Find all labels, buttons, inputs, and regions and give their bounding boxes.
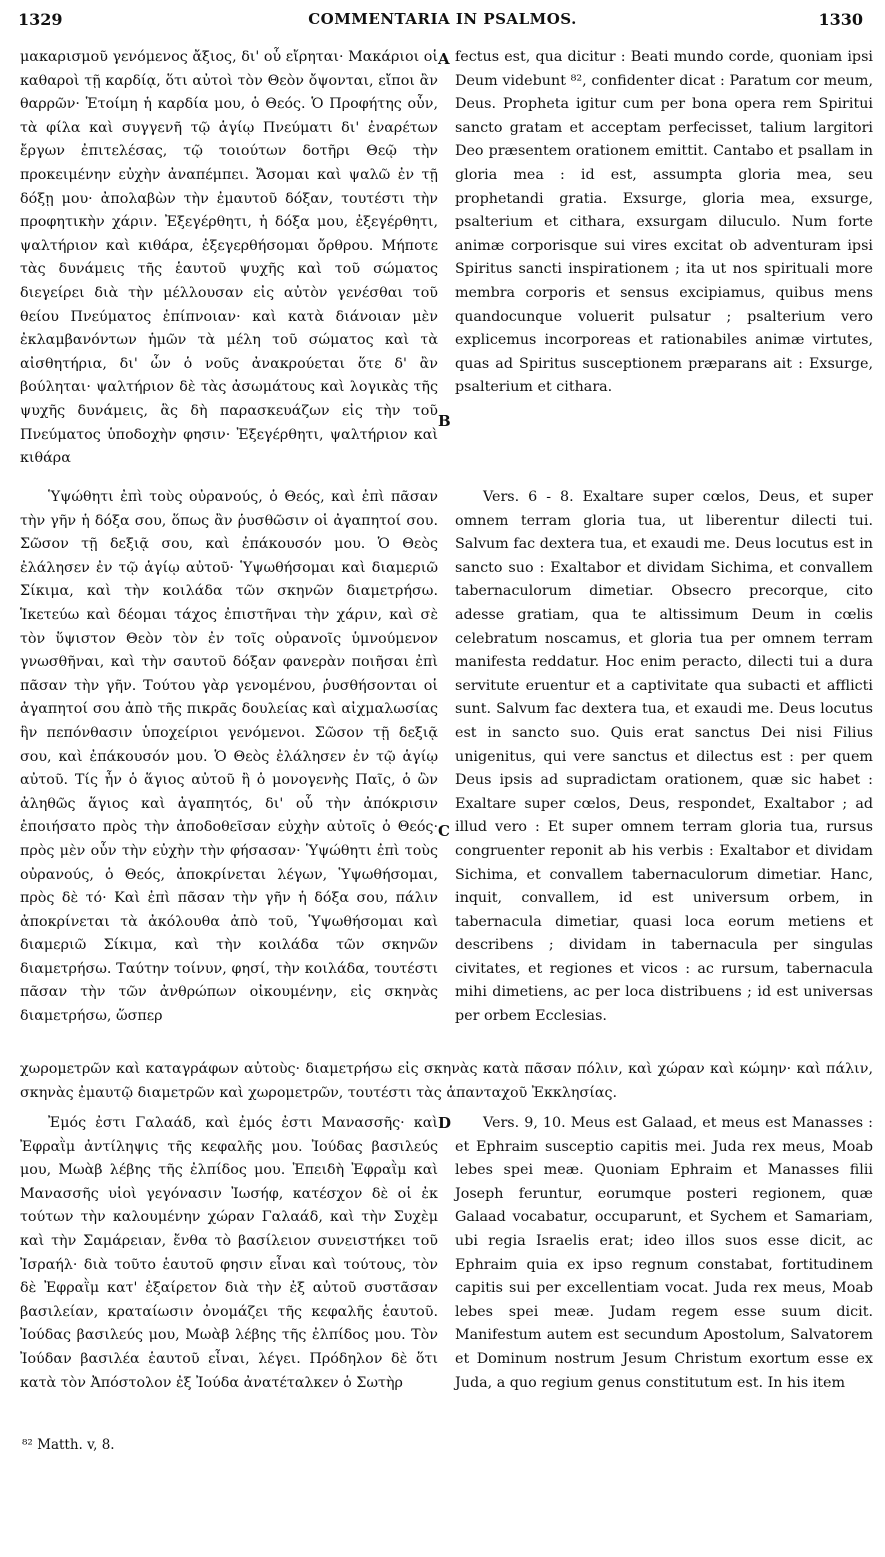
latin-paragraph-1: fectus est, qua dicitur : Beati mundo corde, quoniam ipsi Deum videbunt ⁸², confidenter dicat : Paratum cor meum, Deus. Propheta igitur cum per bona opera rem Spiritui sancto gratam et acceptam perfecisset, talium largitori Deo præsentem orationem emittit. Cantabo et psallam in gloria mea : id est, assumpta gloria mea, seu prophetandi gratia. Exsurge, gloria mea, exsurge, psalterium et cithara, exsurgam diluculo. Num forte animæ corporisque sui vires excitat ob adventuram ipsi Spiritus sancti inspirationem ; ita ut nos spirituali more membra corporis et sensus excipiamus, quibus mens quandocunque voluerit pulsatur ; psalterium vero explicemus incorporeas et rationabiles animæ virtutes, quas ad Spiritus susceptionem præparans ait : Exsurge, psalterium et cithara. [455, 49, 873, 396]
greek-paragraph-1: μακαρισμοῦ γενόμενος ἄξιος, δι' οὗ εἴρηται· Μακάριοι οἱ καθαροὶ τῇ καρδίᾳ, ὅτι αὐτοὶ τὸν Θεὸν ὄψονται, εἴποι ἂν θαρρῶν· Ἑτοίμη ἡ καρδία μου, ὁ Θεός. Ὁ Προφήτης οὖν, τὰ φίλα καὶ συγγενῆ τῷ ἁγίῳ Πνεύματι δι' ἐναρέτων ἔργων ἐπιτελέσας, τῷ τοιούτων δοτῆρι Θεῷ τὴν προκειμένην εὐχὴν ἀναπέμπει. Ἄσομαι καὶ ψαλῶ ἐν τῇ δόξῃ μου· ἀπολαβὼν τὴν ἐμαυτοῦ δόξαν, τουτέστι τὴν προφητικὴν χάριν. Ἐξεγέρθητι, ἡ δόξα μου, ἐξεγέρθητι, ψαλτήριον καὶ κιθάρα, ἐξεγερθήσομαι ὄρθρου. Μήποτε τὰς δυνάμεις τῆς ἑαυτοῦ ψυχῆς καὶ τοῦ σώματος διεγείρει διὰ τὴν μέλλουσαν εἰς αὐτὸν γενέσθαι τοῦ θείου Πνεύματος ἐπίπνοιαν· καὶ κατὰ διάνοιαν μὲν ἐκλαμβανόντων ἡμῶν τὰ μέλη τοῦ σώματος καὶ τὰ αἰσθητήρια, δι' ὧν ὁ νοῦς ἀνακρούεται ὅτε δ' ἂν βούληται· ψαλτήριον δὲ τὰς ἀσωμάτους καὶ λογικὰς τῆς ψυχῆς δυνάμεις, ἃς δὴ παρασκευάζων εἰς τὴν τοῦ Πνεύματος ὑποδοχὴν φησιν· Ἐξεγέρθητι, ψαλτήριον καὶ κιθάρα [20, 49, 438, 467]
running-title: COMMENTARIA IN PSALMOS. [308, 10, 577, 28]
latin-paragraph-2: Vers. 6 - 8. Exaltare super cœlos, Deus, et super omnem terram gloria tua, ut liberentur dilecti tui. Salvum fac dextera tua, et exaudi me. Deus locutus est in sancto suo : Exaltabor et dividam Sichima, et convallem tabernaculorum dimetiar. Obsecro precorque, cito adesse gratiam, qua te altissimum Deum in cœlis celebratum noscamus, et gloria tua per omnem terram manifesta reddatur. Hoc enim peracto, dilecti tui a dura servitute eruentur et a captivitate qua subacti et afflicti sunt. Salvum fac dextera tua, et exaudi me. Deus locutus est in sancto suo. Quis erat sanctus Dei nisi Filius unigenitus, qui vere sanctus et dilectus est : per quem Deus ipsis ad supradictam orationem, quæ sic habet : Exaltare super cœlos, Deus, respondet, Exaltabor ; ad illud vero : Et super omnem terram gloria tua, rursus congruenter reponit ab his verbis : Exaltabor et dividam Sichima, et convallem tabernaculorum dimetiar. Hanc, inquit, convallem, id est universum orbem, in tabernacula dimetiar, quasi loca eorum metiens et describens ; dividam in tabernacula per singulas civitates, et regiones et vicos : ac rursum, tabernacula mihi dimetiens, ac per loca distribuens ; id est universas per orbem Ecclesias. [455, 489, 873, 1025]
latin-column-block-3 [455, 1112, 873, 1395]
full-width-continuation [20, 1058, 873, 1105]
right-page-number: 1330 [818, 10, 863, 29]
greek-paragraph-3: Ἐμός ἐστι Γαλαάδ, καὶ ἐμός ἐστι Μανασσῆς· καὶ Ἐφραῒμ ἀντίληψις τῆς κεφαλῆς μου. Ἰούδας βασιλεύς μου, Μωὰβ λέβης τῆς ἐλπίδος μου. Ἐπειδὴ Ἐφραῒμ καὶ Μανασσῆς υἱοὶ γεγόνασιν Ἰωσήφ, κατέσχον δὲ οἱ ἐκ τούτων τὴν καλουμένην χώραν Γαλαάδ, καὶ τὴν Συχὲμ καὶ τὴν Σαμάρειαν, ἔνθα τὸ βασίλειον συνειστήκει τοῦ Ἰσραήλ· διὰ τοῦτο ἑαυτοῦ φησιν εἶναι καὶ τούτους, τὸν δὲ Ἐφραῒμ κατ' ἐξαίρετον διὰ τὴν ἐξ αὐτοῦ συστᾶσαν βασιλείαν, κραταίωσιν ὀνομάζει τῆς κεφαλῆς ἑαυτοῦ. Ἰούδας βασιλεύς μου, Μωὰβ λέβης τῆς ἐλπίδος μου. Τὸν Ἰούδαν βασιλέα ἑαυτοῦ εἶναι, λέγει. Πρόδηλον δὲ ὅτι κατὰ τὸν Ἀπόστολον ἐξ Ἰούδα ἀνατέταλκεν ὁ Σωτὴρ [20, 1115, 438, 1391]
latin-column-block-2 [455, 486, 873, 1029]
greek-column-block-1 [20, 46, 438, 471]
margin-marker-a: A [438, 50, 450, 68]
greek-paragraph-2: Ὑψώθητι ἐπὶ τοὺς οὐρανούς, ὁ Θεός, καὶ ἐπὶ πᾶσαν τὴν γῆν ἡ δόξα σου, ὅπως ἂν ῥυσθῶσιν οἱ ἀγαπητοί σου. Σῶσον τῇ δεξιᾷ σου, καὶ ἐπάκουσόν μου. Ὁ Θεὸς ἐλάλησεν ἐν τῷ ἁγίῳ αὐτοῦ· Ὑψωθήσομαι καὶ διαμεριῶ Σίκιμα, καὶ τὴν κοιλάδα τῶν σκηνῶν διαμετρήσω. Ἱκετεύω καὶ δέομαι τάχος ἐπιστῆναι τὴν χάριν, καὶ σὲ τὸν ὕψιστον Θεὸν τὸν ἐν τοῖς οὐρανοῖς ὑμνούμενον γνωσθῆναι, καὶ τὴν σαυτοῦ δόξαν φανερὰν ποιῆσαι ἐπὶ πᾶσαν τὴν γῆν. Τούτου γὰρ γενομένου, ῥυσθήσονται οἱ ἀγαπητοί σου ἀπὸ τῆς πικρᾶς δουλείας καὶ αἰχμαλωσίας ἣν πεπόνθασιν ὑποχείριοι γενόμενοι. Σῶσον τῇ δεξιᾷ σου, καὶ ἐπάκουσόν μου. Ὁ Θεὸς ἐλάλησεν ἐν τῷ ἁγίῳ αὐτοῦ. Τίς ἦν ὁ ἅγιος αὐτοῦ ἢ ὁ μονογενὴς Παῖς, ὁ ὢν ἀληθῶς ἅγιος καὶ ἀγαπητός, δι' οὗ τὴν ἀπόκρισιν ἐποιήσατο πρὸς τὴν ἀποδοθεῖσαν εὐχὴν αὐτοῖς ὁ Θεός· πρὸς μὲν οὖν τὴν εὐχὴν τὴν φήσασαν· Ὑψώθητι ἐπὶ τοὺς οὐρανούς, ὁ Θεός, ἀποκρίνεται λέγων, Ὑψωθήσομαι, πρὸς δὲ τό· Καὶ ἐπὶ πᾶσαν τὴν γῆν ἡ δόξα σου, πάλιν ἀποκρίνεται τὰ ἀκόλουθα ἀπὸ τοῦ, Ὑψωθήσομαι καὶ διαμεριῶ Σίκιμα, καὶ τὴν κοιλάδα τῶν σκηνῶν διαμετρήσω. Ταύτην τοίνυν, φησί, τὴν κοιλάδα, τουτέστι πᾶσαν τὴν τῶν ἀνθρώπων οἰκουμένην, εἰς σκηνὰς διαμετρήσω, ὥσπερ [20, 489, 438, 1025]
greek-column-block-3 [20, 1112, 438, 1395]
margin-marker-b: B [438, 412, 451, 430]
latin-paragraph-3: Vers. 9, 10. Meus est Galaad, et meus est Manasses : et Ephraim susceptio capitis mei. Juda rex meus, Moab lebes spei meæ. Quoniam Ephraim et Manasses filii Joseph feruntur, eorumque posteri regionem, quæ Galaad vocabatur, occuparunt, et Sychem et Samariam, ubi regia Israelis erat; ideo illos suos esse dicit, ac Ephraim quia ex ipso regnum constabat, fortitudinem capitis sui per excellentiam vocat. Juda rex meus, Moab lebes spei meæ. Judam regem esse suum dicit. Manifestum autem est secundum Apostolum, Salvatorem et Dominum nostrum Jesum Christum exortum esse ex Juda, a quo regium genus constitutum est. In his item [455, 1115, 873, 1391]
footnote: ⁸² Matth. v, 8. [22, 1437, 115, 1453]
margin-marker-c: C [438, 822, 450, 840]
spanning-text: χωρομετρῶν καὶ καταγράφων αὐτοὺς· διαμετρήσω εἰς σκηνὰς κατὰ πᾶσαν πόλιν, καὶ χώραν καὶ κώμην· καὶ πάλιν, σκηνὰς ἐμαυτῷ διαμετρῶν καὶ χωρομετρῶν, τουτέστι τὰς ἁπανταχοῦ Ἐκκλησίας. [20, 1061, 873, 1101]
left-page-number: 1329 [18, 10, 63, 29]
margin-marker-d: D [438, 1114, 452, 1132]
greek-column-block-2 [20, 486, 438, 1029]
latin-column-block-1 [455, 46, 873, 400]
